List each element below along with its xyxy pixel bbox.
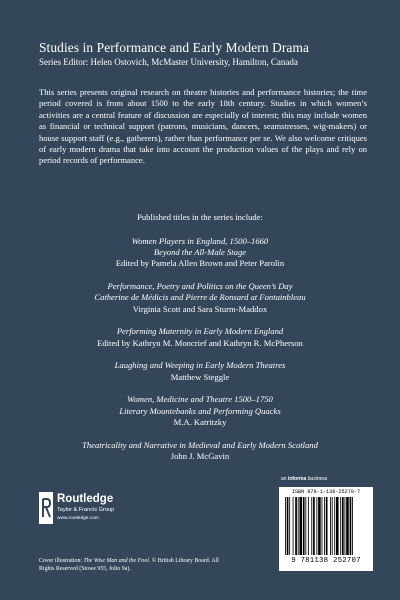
book-subtitle: Literary Mountebanks and Performing Quacks xyxy=(119,405,281,416)
title-entry xyxy=(0,440,400,462)
title-entry xyxy=(0,236,400,270)
series-title: Studies in Performance and Early Modern Drama xyxy=(39,40,309,55)
barcode-icon xyxy=(283,497,369,557)
book-title: Performing Maternity in Early Modern England xyxy=(116,326,284,337)
publisher-group: Taylor & Francis Group xyxy=(57,507,115,513)
book-subtitle: Catherine de Médicis and Pierre de Ronsard at Fontainbleau xyxy=(94,292,306,303)
book-authors: Edited by Pamela Allen Brown and Peter Parolin xyxy=(115,258,285,269)
cover-credit-label: Cover illustration: xyxy=(39,558,84,564)
book-title: Performance, Poetry and Politics on the Queen’s Day xyxy=(107,281,293,292)
cover-credit-work: The Wise Man and the Fool. xyxy=(83,558,151,564)
book-authors: Edited by Kathryn M. Moncrief and Kathryn R. McPherson xyxy=(97,337,303,348)
book-title: Women, Medicine and Theatre 1500–1750 xyxy=(127,394,273,405)
title-entry xyxy=(0,281,400,315)
book-title: Women Players in England, 1500–1660 xyxy=(131,236,269,246)
published-titles-heading: Published titles in the series include: xyxy=(137,212,263,222)
book-authors: Matthew Steggle xyxy=(170,371,230,382)
title-entry xyxy=(0,360,400,382)
cover-credit-rest: © British Library Board. All Rights Reserved (Stowe 955, folio 9a). xyxy=(39,558,219,572)
routledge-logo-icon xyxy=(39,492,53,524)
series-editor: Series Editor: Helen Ostovich, McMaster University, Hamilton, Canada xyxy=(39,57,298,67)
cover-credit xyxy=(39,558,219,573)
informa-brand: informa xyxy=(287,476,307,482)
isbn-barcode xyxy=(279,487,373,571)
publisher-name: Routledge xyxy=(57,493,114,505)
informa-business-tag xyxy=(281,476,327,482)
book-authors: M.A. Katritzky xyxy=(173,416,227,427)
title-entry xyxy=(0,394,400,428)
book-title: Theatricality and Narrative in Medieval and Early Modern Scotland xyxy=(82,439,318,450)
informa-suffix: business xyxy=(307,476,328,482)
isbn-number: ISBN 978-1-138-25270-7 xyxy=(291,489,361,495)
published-titles-list xyxy=(0,236,400,474)
series-description: This series presents original research on theatre histories and performance histories; the time period covered is from about 1500 to the early 18th century. Studies in which women’s activities are a central feature of discussion are especially of interest; this may include women as financial or technical support (patrons, musicians, dancers, seamstresses, wig-makers) or house support staff (e.g., gatherers), rather than performance per se. We also welcome critiques of early modern drama that take into account the production values of the plays and rely on period records of performance. xyxy=(39,87,367,166)
book-title: Laughing and Weeping in Early Modern Theatres xyxy=(114,360,286,371)
barcode-digits: 9 781138 252707 xyxy=(291,557,361,565)
book-subtitle: Beyond the All-Male Stage xyxy=(153,247,247,258)
title-entry xyxy=(0,326,400,348)
book-authors: John J. McGavin xyxy=(170,450,230,461)
publisher-logo-block xyxy=(39,492,159,542)
informa-prefix: an xyxy=(281,476,287,482)
book-authors: Virginia Scott and Sara Sturm-Maddox xyxy=(132,303,268,314)
publisher-url: www.routledge.com xyxy=(57,516,99,521)
